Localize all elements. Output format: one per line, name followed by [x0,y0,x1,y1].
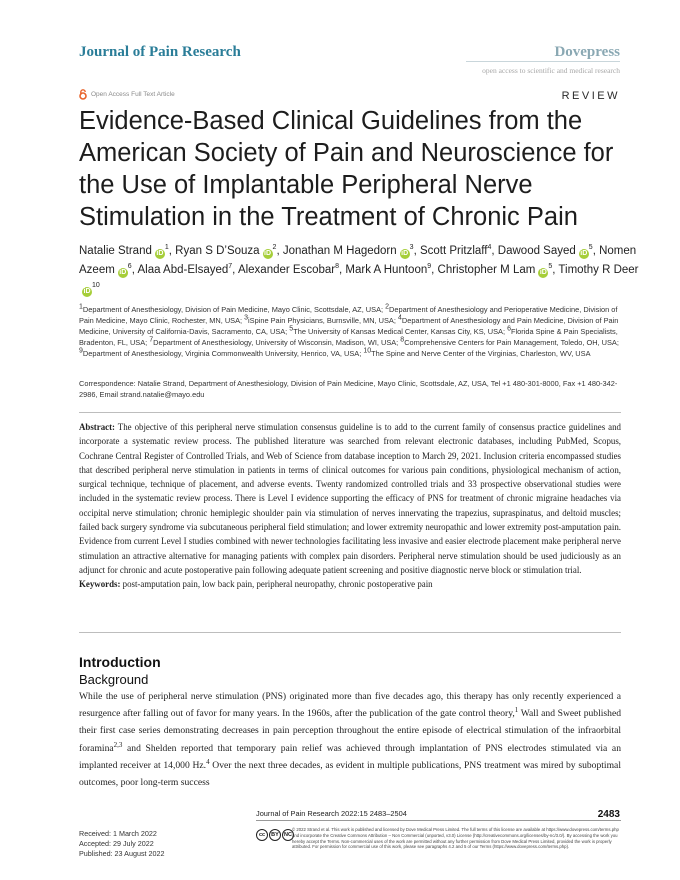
affiliation-text: Department of Anesthesiology and Perioperative Medicine, Division of Pain Medicine, Mayo Clinic, Rochester, MN, USA; [79,305,618,325]
correspondence: Correspondence: Natalie Strand, Department of Anesthesiology, Division of Pain Medicine, Mayo Clinic, Scottsdale, AZ, USA, Tel +1 480-301-8000, Fax +1 480-342-2986, Email strand.natalie@mayo.edu [79,379,618,399]
subsection-heading-background: Background [79,672,149,687]
author[interactable]: Jonathan M Hagedorn [282,245,397,257]
article-dates [79,829,165,858]
title-line: Evidence-Based Clinical Guidelines from the [79,107,583,135]
abstract [79,420,621,592]
affiliations [79,305,621,360]
journal-citation: Journal of Pain Research 2022:15 2483–2504 [256,809,407,818]
author[interactable]: Ryan S D’Souza [175,245,260,257]
author-affiliation-ref: 2 [272,244,277,252]
affiliation-number: 3 [244,314,249,322]
author[interactable]: Alexander Escobar [237,264,336,276]
header-divider [466,61,620,62]
cc-by-icon: BY [269,829,281,841]
author-affiliation-ref: 4 [487,244,492,252]
journal-name[interactable]: Journal of Pain Research [79,44,241,60]
affiliation-number: 1 [79,303,83,311]
publisher-tagline: open access to scientific and medical research [482,66,620,75]
affiliation-text: Comprehensive Centers for Pain Management, Toledo, OH, USA; [404,337,619,347]
author[interactable]: Nomen Azeem [79,245,637,276]
affiliation-number: 5 [289,325,294,333]
open-access-text: Open Access Full Text Article [91,91,175,98]
body-text: Wall and Sweet published their first case series demonstrating decreases in pain perception throughout the entire episode of electrical stimulation of the infraorbital foramina [79,708,621,754]
citation-ref[interactable]: 1 [514,706,519,715]
affiliation-number: 7 [149,336,154,344]
license-text: © 2022 Strand et al. This work is published and licensed by Dove Medical Press Limited. The full terms of this license are available at https://www.dovepress.com/terms.php and incorporate the Creative Commons Attribution – Non Commercial (unported, v3.0) License (http://creativecommons.org/licenses/by-nc/3.0/). By accessing the work you hereby accept the Terms. Non-commercial uses of the work are permitted without any further permission from Dove Medical Press Limited, provided the work is properly attributed. For permission for commercial use of this work, please see paragraphs 4.2 and 5 of our Terms (https://www.dovepress.com/terms.php). [292,827,619,850]
author[interactable]: Alaa Abd-Elsayed [137,264,229,276]
author-affiliation-ref: 8 [335,263,340,271]
author[interactable]: Scott Pritzlaff [419,245,488,257]
orcid-icon[interactable]: iD [401,250,409,257]
orcid-icon[interactable]: iD [119,269,127,276]
body-text: and Shelden reported that temporary pain relief was achieved through implantation of PNS electrodes stimulated via an implanted receiver at 14,000 Hz. [79,742,621,771]
affiliation-number: 2 [385,303,390,311]
affiliation-text: Department of Anesthesiology, Division of Pain Medicine, Mayo Clinic, Scottsdale, AZ, USA; [82,305,386,314]
author[interactable]: Natalie Strand [79,245,152,257]
body-paragraph [79,688,621,791]
orcid-icon[interactable]: iD [83,288,91,295]
abstract-divider-bottom [79,632,621,633]
title-line: American Society of Pain and Neuroscience for [79,139,614,167]
footer-divider [256,820,621,821]
keywords-label: Keywords: [79,579,121,590]
author-affiliation-ref: 3 [409,244,414,252]
cc-nc-icon: NC [282,829,294,841]
citation-ref[interactable]: 2,3 [113,740,123,749]
abstract-divider-top [79,412,621,413]
body-text: While the use of peripheral nerve stimulation (PNS) originated more than five decades ago, this therapy has only recently experienced a resurgence after falling out of favor for many years. In the 1960s, after the publication of the gate control theory, [79,691,621,720]
author[interactable]: Timothy R Deer [558,264,639,276]
cc-icon: cc [256,829,268,841]
author-list: Natalie Strand $iD^1$, Ryan S D’Souza $iD^2$, Jonathan M Hagedorn $iD^3$, Scott Pritzlaff$^4$, Dawood Sayed $iD^5$, Nomen Azeem $iD^6$, Alaa Abd-Elsayed$^7$, Alexander Escobar$^8$, Mark A Huntoon$^9$, Christopher M Lam $iD^5$, Timothy R DeeriD$^{10}$ [79,244,639,295]
affiliation-number: 10 [363,347,372,355]
author-affiliation-ref: 1 [164,244,169,252]
author[interactable]: Christopher M Lam [437,264,536,276]
citation-ref[interactable]: 4 [206,757,210,766]
abstract-text: The objective of this peripheral nerve stimulation consensus guideline is to add to the current family of consensus practice guidelines and incorporate a systematic review process. The published literature was searched from relevant electronic databases, including PubMed, Scopus, Cochrane Central Register of Controlled Trials, and Web of Science from database inception to March 29, 2021. Inclusion criteria encompassed studies that described peripheral nerve stimulation in patients in terms of clinical outcomes for various pain conditions, physiological mechanism of action, surgical technique, technique of placement, and adverse events. Twenty randomized controlled trials and 33 prospective observational studies were included in the systematic review process. There is Level I evidence supporting the efficacy of PNS for treatment of chronic migraine headaches via occipital nerve stimulation; chronic hemiplegic shoulder pain via stimulation of nerves innervating the trapezius, supraspinatus, and deltoid muscles; failed back surgery syndrome via subcutaneous peripheral field stimulation; and lower extremity neuropathic and lower extremity post-amputation pain. Evidence from current Level I studies combined with newer technologies facilitating less invasive and easier electrode placement make peripheral nerve stimulation an attractive alternative for managing patients with complex pain disorders. Peripheral nerve stimulation should be used judiciously as an adjunct for chronic and acute postoperative pain following adequate patient screening and positive diagnostic nerve block or stimulation trial. [79,422,621,575]
affiliation-number: 4 [397,314,402,322]
author-affiliation-ref: 10 [92,282,100,290]
affiliation-text: The University of Kansas Medical Center, Kansas City, KS, USA; [293,326,508,336]
affiliation-text: iSpine Pain Physicians, Burnsville, MN, USA; [248,315,398,325]
affiliation-number: 6 [507,325,511,333]
orcid-icon[interactable]: iD [264,250,272,257]
title-line: Stimulation in the Treatment of Chronic Pain [79,203,578,231]
open-access-label [79,89,175,100]
article-title [79,105,639,233]
affiliation-text: Department of Anesthesiology and Pain Medicine, Division of Pain Medicine, University of California-Davis, Sacramento, CA, USA; [79,315,619,336]
author-affiliation-ref: 6 [127,263,132,271]
section-heading-introduction: Introduction [79,654,161,670]
published-date: Published: 23 August 2022 [79,848,165,858]
abstract-label: Abstract: [79,422,115,432]
received-date: Received: 1 March 2022 [79,829,157,838]
keywords-text: post-amputation pain, low back pain, peripheral neuropathy, chronic postoperative pain [120,579,433,590]
author-affiliation-ref: 5 [548,263,553,271]
article-type: REVIEW [561,90,620,102]
orcid-icon[interactable]: iD [580,250,588,257]
orcid-icon[interactable]: iD [539,269,547,276]
affiliation-text: Department of Anesthesiology, Virginia Commonwealth University, Henrico, VA, USA; [82,348,364,358]
publisher-logo[interactable]: Dovepress [554,44,620,60]
affiliation-number: 8 [400,336,405,344]
author-affiliation-ref: 5 [588,244,593,252]
accepted-date: Accepted: 29 July 2022 [79,838,154,848]
body-text: Over the next three decades, as evident in multiple publications, PNS treatment was mired by suboptimal outcomes, poor long-term success [79,759,621,789]
affiliation-text: The Spine and Nerve Center of the Virginias, Charleston, WV, USA [371,348,591,358]
open-access-icon [79,89,87,100]
creative-commons-badge[interactable] [256,829,294,841]
affiliation-text: Florida Spine & Pain Specialists, Bradenton, FL, USA; [79,326,618,347]
title-line: the Use of Implantable Peripheral Nerve [79,171,533,199]
author[interactable]: Mark A Huntoon [345,264,428,276]
affiliation-number: 9 [79,347,83,355]
orcid-icon[interactable]: iD [156,250,164,257]
author-affiliation-ref: 7 [228,263,233,271]
author[interactable]: Dawood Sayed [497,245,576,257]
page-number: 2483 [597,809,620,820]
affiliation-text: Department of Anesthesiology, University of Wisconsin, Madison, WI, USA; [153,337,401,347]
author-affiliation-ref: 9 [427,263,432,271]
